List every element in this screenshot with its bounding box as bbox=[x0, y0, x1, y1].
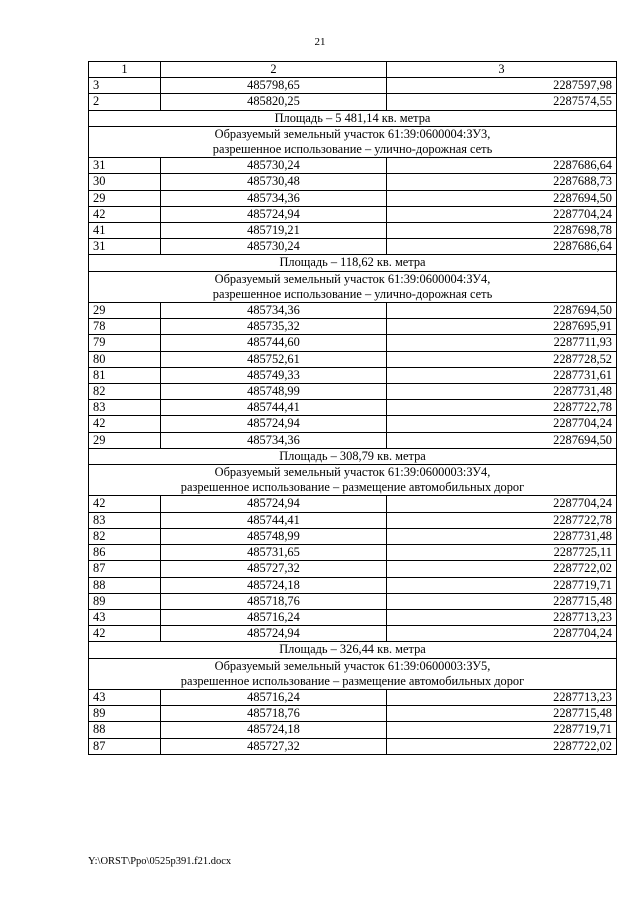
y-coordinate-cell: 2287704,24 bbox=[387, 626, 617, 642]
point-number-cell: 82 bbox=[89, 384, 161, 400]
table-row bbox=[89, 303, 617, 319]
y-coordinate-cell: 2287731,48 bbox=[387, 384, 617, 400]
point-number-cell: 80 bbox=[89, 351, 161, 367]
table-row bbox=[89, 626, 617, 642]
table-row bbox=[89, 722, 617, 738]
y-coordinate-cell: 2287722,78 bbox=[387, 400, 617, 416]
section-title-line: разрешенное использование – размещение автомобильных дорог bbox=[180, 480, 525, 495]
y-coordinate-cell: 2287694,50 bbox=[387, 432, 617, 448]
x-coordinate-cell: 485724,18 bbox=[161, 577, 387, 593]
y-coordinate-cell: 2287725,11 bbox=[387, 545, 617, 561]
point-number-cell: 42 bbox=[89, 416, 161, 432]
x-coordinate-cell: 485716,24 bbox=[161, 689, 387, 705]
header-cell-x: 2 bbox=[161, 62, 387, 78]
y-coordinate-cell: 2287574,55 bbox=[387, 94, 617, 110]
point-number-cell: 82 bbox=[89, 528, 161, 544]
point-number-cell: 42 bbox=[89, 206, 161, 222]
coordinates-table bbox=[88, 61, 617, 755]
point-number-cell: 43 bbox=[89, 689, 161, 705]
y-coordinate-cell: 2287715,48 bbox=[387, 706, 617, 722]
section-title bbox=[89, 658, 617, 689]
point-number-cell: 42 bbox=[89, 626, 161, 642]
y-coordinate-cell: 2287686,64 bbox=[387, 158, 617, 174]
section-title bbox=[89, 465, 617, 496]
x-coordinate-cell: 485724,94 bbox=[161, 416, 387, 432]
x-coordinate-cell: 485719,21 bbox=[161, 223, 387, 239]
x-coordinate-cell: 485798,65 bbox=[161, 78, 387, 94]
y-coordinate-cell: 2287694,50 bbox=[387, 303, 617, 319]
table-row bbox=[89, 367, 617, 383]
x-coordinate-cell: 485716,24 bbox=[161, 609, 387, 625]
table-row bbox=[89, 689, 617, 705]
table-row bbox=[89, 432, 617, 448]
table-row bbox=[89, 609, 617, 625]
page-number: 21 bbox=[314, 36, 326, 48]
y-coordinate-cell: 2287728,52 bbox=[387, 351, 617, 367]
point-number-cell: 29 bbox=[89, 432, 161, 448]
area-row bbox=[89, 448, 617, 464]
table-row bbox=[89, 174, 617, 190]
section-title-line: Образуемый земельный участок 61:39:0600004:ЗУ3, bbox=[214, 126, 491, 141]
header-row bbox=[89, 62, 617, 78]
y-coordinate-cell: 2287713,23 bbox=[387, 689, 617, 705]
table-row bbox=[89, 335, 617, 351]
area-cell: Площадь – 308,79 кв. метра bbox=[89, 448, 617, 464]
y-coordinate-cell: 2287715,48 bbox=[387, 593, 617, 609]
point-number-cell: 86 bbox=[89, 545, 161, 561]
section-title-line: Образуемый земельный участок 61:39:0600003:ЗУ4, bbox=[214, 465, 491, 480]
y-coordinate-cell: 2287695,91 bbox=[387, 319, 617, 335]
y-coordinate-cell: 2287704,24 bbox=[387, 496, 617, 512]
table-row bbox=[89, 561, 617, 577]
footer-file-path: Y:\ORST\Ppo\0525p391.f21.docx bbox=[88, 856, 232, 867]
table-row bbox=[89, 528, 617, 544]
y-coordinate-cell: 2287722,02 bbox=[387, 561, 617, 577]
point-number-cell: 41 bbox=[89, 223, 161, 239]
y-coordinate-cell: 2287711,93 bbox=[387, 335, 617, 351]
x-coordinate-cell: 485820,25 bbox=[161, 94, 387, 110]
section-title-line: разрешенное использование – размещение автомобильных дорог bbox=[180, 673, 525, 688]
area-cell: Площадь – 118,62 кв. метра bbox=[89, 255, 617, 271]
x-coordinate-cell: 485718,76 bbox=[161, 593, 387, 609]
point-number-cell: 83 bbox=[89, 512, 161, 528]
x-coordinate-cell: 485744,41 bbox=[161, 512, 387, 528]
section-title-row bbox=[89, 465, 617, 496]
table-row bbox=[89, 223, 617, 239]
point-number-cell: 83 bbox=[89, 400, 161, 416]
table-row bbox=[89, 190, 617, 206]
table-row bbox=[89, 593, 617, 609]
point-number-cell: 88 bbox=[89, 577, 161, 593]
section-title bbox=[89, 271, 617, 302]
table-row bbox=[89, 158, 617, 174]
point-number-cell: 2 bbox=[89, 94, 161, 110]
y-coordinate-cell: 2287704,24 bbox=[387, 416, 617, 432]
table-row bbox=[89, 545, 617, 561]
x-coordinate-cell: 485730,24 bbox=[161, 158, 387, 174]
x-coordinate-cell: 485724,18 bbox=[161, 722, 387, 738]
y-coordinate-cell: 2287719,71 bbox=[387, 577, 617, 593]
y-coordinate-cell: 2287704,24 bbox=[387, 206, 617, 222]
point-number-cell: 89 bbox=[89, 706, 161, 722]
point-number-cell: 31 bbox=[89, 158, 161, 174]
section-title bbox=[89, 126, 617, 157]
y-coordinate-cell: 2287686,64 bbox=[387, 239, 617, 255]
point-number-cell: 42 bbox=[89, 496, 161, 512]
y-coordinate-cell: 2287719,71 bbox=[387, 722, 617, 738]
table-row bbox=[89, 206, 617, 222]
table-row bbox=[89, 738, 617, 754]
x-coordinate-cell: 485748,99 bbox=[161, 384, 387, 400]
x-coordinate-cell: 485727,32 bbox=[161, 561, 387, 577]
table-body bbox=[89, 62, 617, 755]
x-coordinate-cell: 485724,94 bbox=[161, 626, 387, 642]
table-row bbox=[89, 416, 617, 432]
x-coordinate-cell: 485734,36 bbox=[161, 432, 387, 448]
y-coordinate-cell: 2287597,98 bbox=[387, 78, 617, 94]
y-coordinate-cell: 2287694,50 bbox=[387, 190, 617, 206]
table-row bbox=[89, 94, 617, 110]
x-coordinate-cell: 485718,76 bbox=[161, 706, 387, 722]
point-number-cell: 29 bbox=[89, 190, 161, 206]
point-number-cell: 88 bbox=[89, 722, 161, 738]
x-coordinate-cell: 485735,32 bbox=[161, 319, 387, 335]
table-row bbox=[89, 351, 617, 367]
area-row bbox=[89, 110, 617, 126]
area-cell: Площадь – 326,44 кв. метра bbox=[89, 642, 617, 658]
point-number-cell: 79 bbox=[89, 335, 161, 351]
x-coordinate-cell: 485748,99 bbox=[161, 528, 387, 544]
y-coordinate-cell: 2287731,48 bbox=[387, 528, 617, 544]
area-row bbox=[89, 255, 617, 271]
section-title-line: Образуемый земельный участок 61:39:0600004:ЗУ4, bbox=[214, 271, 491, 286]
section-title-line: Образуемый земельный участок 61:39:0600003:ЗУ5, bbox=[214, 658, 491, 673]
table-row bbox=[89, 400, 617, 416]
y-coordinate-cell: 2287688,73 bbox=[387, 174, 617, 190]
section-title-row bbox=[89, 126, 617, 157]
x-coordinate-cell: 485734,36 bbox=[161, 190, 387, 206]
point-number-cell: 43 bbox=[89, 609, 161, 625]
point-number-cell: 87 bbox=[89, 561, 161, 577]
y-coordinate-cell: 2287698,78 bbox=[387, 223, 617, 239]
table-row bbox=[89, 384, 617, 400]
point-number-cell: 87 bbox=[89, 738, 161, 754]
x-coordinate-cell: 485727,32 bbox=[161, 738, 387, 754]
table-row bbox=[89, 496, 617, 512]
point-number-cell: 81 bbox=[89, 367, 161, 383]
y-coordinate-cell: 2287713,23 bbox=[387, 609, 617, 625]
x-coordinate-cell: 485730,48 bbox=[161, 174, 387, 190]
point-number-cell: 78 bbox=[89, 319, 161, 335]
point-number-cell: 30 bbox=[89, 174, 161, 190]
section-title-line: разрешенное использование – улично-дорожная сеть bbox=[212, 286, 493, 301]
y-coordinate-cell: 2287722,78 bbox=[387, 512, 617, 528]
section-title-row bbox=[89, 658, 617, 689]
header-cell-y: 3 bbox=[387, 62, 617, 78]
x-coordinate-cell: 485744,41 bbox=[161, 400, 387, 416]
point-number-cell: 29 bbox=[89, 303, 161, 319]
x-coordinate-cell: 485752,61 bbox=[161, 351, 387, 367]
table-row bbox=[89, 512, 617, 528]
table-row bbox=[89, 577, 617, 593]
y-coordinate-cell: 2287731,61 bbox=[387, 367, 617, 383]
x-coordinate-cell: 485731,65 bbox=[161, 545, 387, 561]
table-row bbox=[89, 239, 617, 255]
area-row bbox=[89, 642, 617, 658]
x-coordinate-cell: 485749,33 bbox=[161, 367, 387, 383]
x-coordinate-cell: 485744,60 bbox=[161, 335, 387, 351]
header-cell-point: 1 bbox=[89, 62, 161, 78]
point-number-cell: 31 bbox=[89, 239, 161, 255]
x-coordinate-cell: 485724,94 bbox=[161, 206, 387, 222]
point-number-cell: 3 bbox=[89, 78, 161, 94]
y-coordinate-cell: 2287722,02 bbox=[387, 738, 617, 754]
section-title-line: разрешенное использование – улично-дорожная сеть bbox=[212, 142, 493, 157]
point-number-cell: 89 bbox=[89, 593, 161, 609]
table-row bbox=[89, 78, 617, 94]
x-coordinate-cell: 485734,36 bbox=[161, 303, 387, 319]
x-coordinate-cell: 485724,94 bbox=[161, 496, 387, 512]
table-row bbox=[89, 319, 617, 335]
section-title-row bbox=[89, 271, 617, 302]
x-coordinate-cell: 485730,24 bbox=[161, 239, 387, 255]
area-cell: Площадь – 5 481,14 кв. метра bbox=[89, 110, 617, 126]
table-row bbox=[89, 706, 617, 722]
